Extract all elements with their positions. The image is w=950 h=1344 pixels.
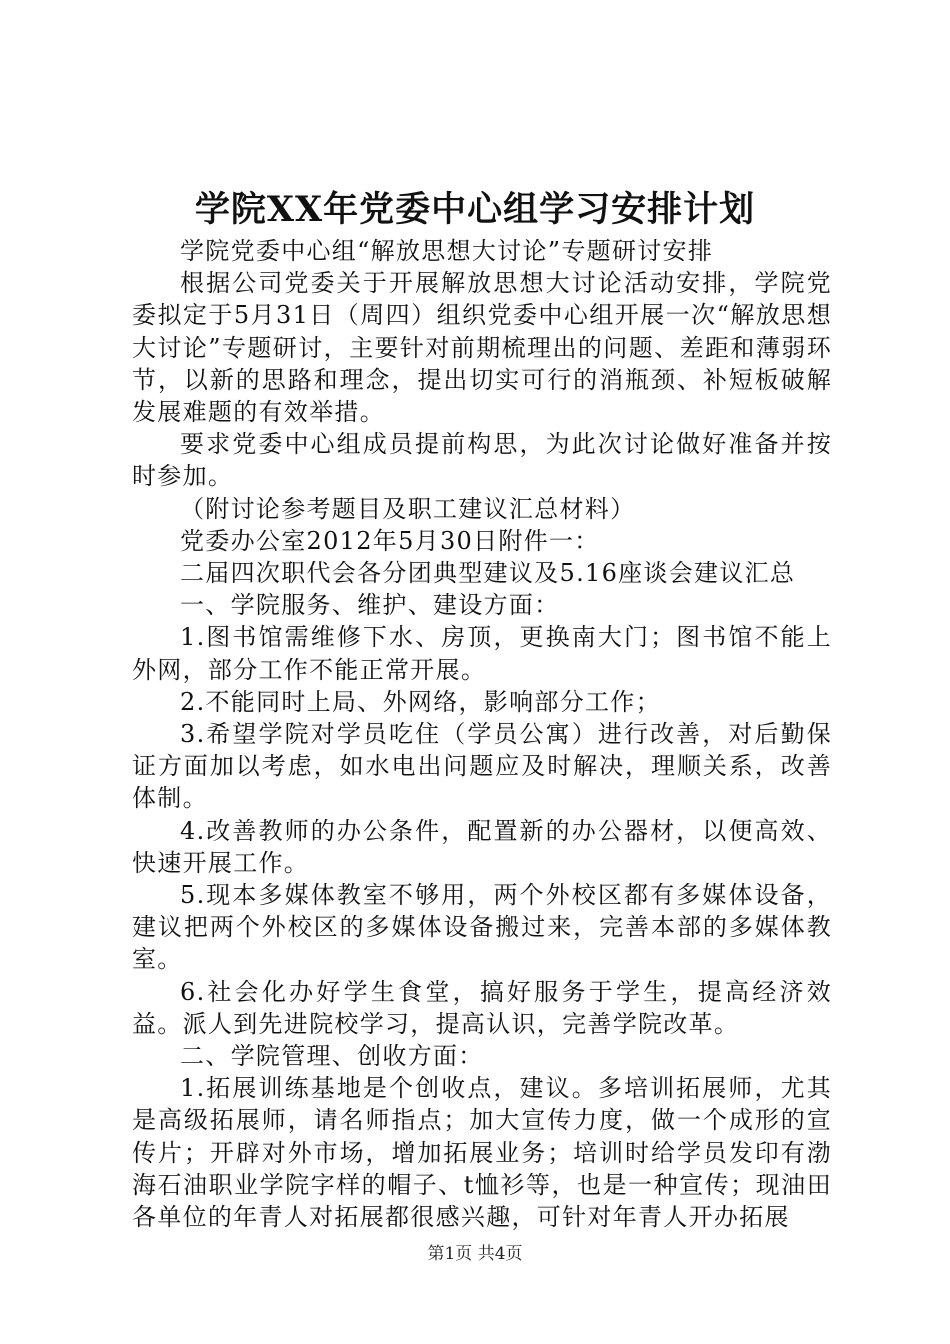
paragraph-signature: 党委办公室2012年5月30日附件一： [180,526,600,555]
paragraph-subtitle: 学院党委中心组“解放思想大讨论”专题研讨安排 [180,237,714,265]
paragraph-attachment-note: （附讨论参考题目及职工建议汇总材料） [180,494,636,523]
list-item: 4.改善教师的办公条件，配置新的办公器材，以便高效、快速开展工作。 [132,816,832,877]
list-item: 2.不能同时上局、外网络，影响部分工作； [180,687,661,716]
list-item: 6.社会化办好学生食堂，搞好服务于学生，提高经济效益。派人到先进院校学习，提高认识，完善学院改革。 [132,977,832,1038]
document-title: 学院XX年党委中心组学习安排计划 [194,189,756,230]
paragraph-requirement: 要求党委中心组成员提前构思，为此次讨论做好准备并按时参加。 [132,430,832,491]
paragraph-appendix-title: 二届四次职代会各分团典型建议及5.16座谈会建议汇总 [180,559,796,588]
section-heading-1: 一、学院服务、维护、建设方面： [180,591,560,620]
list-item: 5.现本多媒体教室不够用，两个外校区都有多媒体设备，建议把两个外校区的多媒体设备搬过来，完善本部的多媒体教室。 [132,881,832,974]
list-item: 1.拓展训练基地是个创收点，建议。多培训拓展师，尤其是高级拓展师，请名师指点；加大宣传力度，做一个成形的宣传片；开辟对外市场，增加拓展业务；培训时给学员发印有渤海石油职业学院字样的帽子、t恤衫等，也是一种宣传；现油田各单位的年青人对拓展都很感兴趣，可针对年青人开办拓展 [132,1074,832,1232]
paragraph-intro: 根据公司党委关于开展解放思想大讨论活动安排，学院党委拟定于5月31日（周四）组织党委中心组开展一次“解放思想大讨论”专题研讨，主要针对前期梳理出的问题、差距和薄弱环节，以新的思路和理念，提出切实可行的消瓶颈、补短板破解发展难题的有效举措。 [132,269,832,427]
list-item: 1.图书馆需维修下水、房顶，更换南大门；图书馆不能上外网，部分工作不能正常开展。 [132,623,832,684]
page-footer: 第1页 共4页 [427,1244,523,1264]
list-item: 3.希望学院对学员吃住（学员公寓）进行改善，对后勤保证方面加以考虑，如水电出问题应及时解决，理顺关系，改善体制。 [132,720,832,813]
document-body [132,235,832,1233]
section-heading-2: 二、学院管理、创收方面： [180,1042,484,1071]
